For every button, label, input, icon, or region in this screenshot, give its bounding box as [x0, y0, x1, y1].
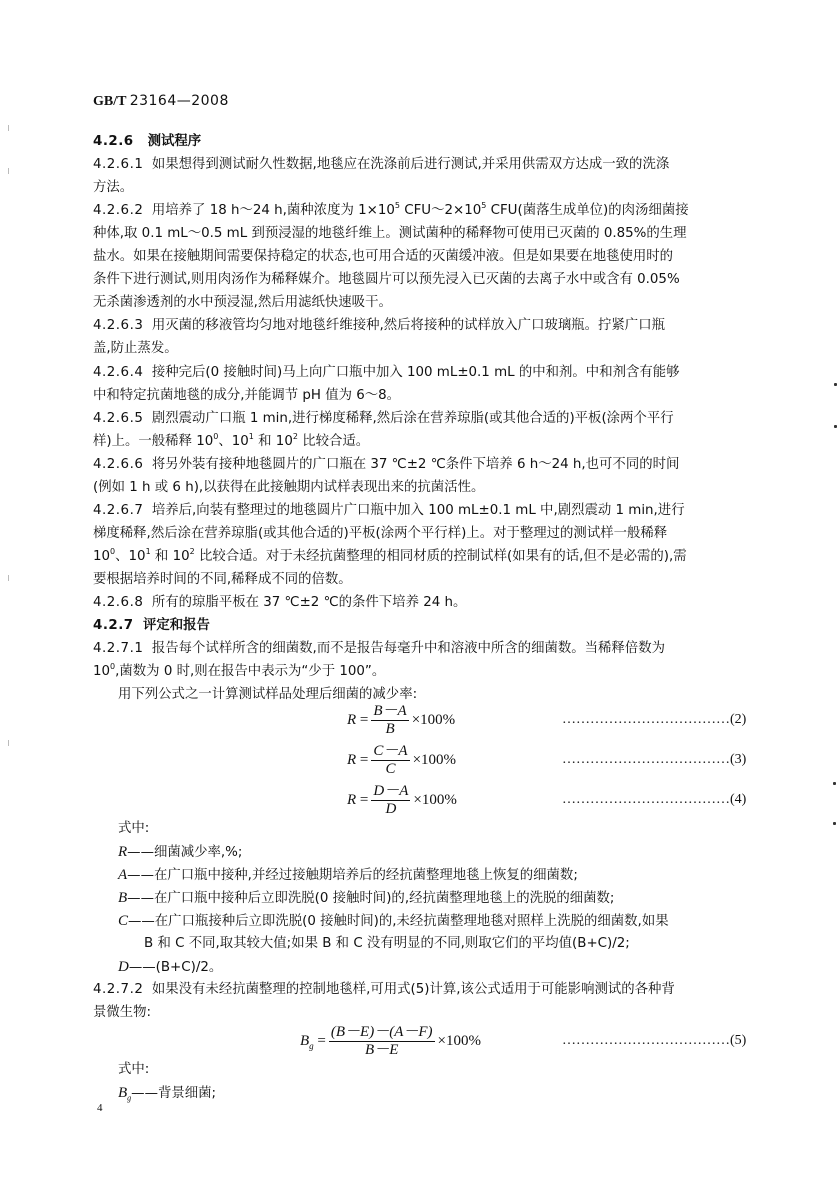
where-label-2: 式中: — [118, 1062, 150, 1077]
standard-header — [93, 93, 229, 110]
clause-4-2-6-2-line5: 无杀菌渗透剂的水中预浸湿,然后用滤纸快速吸干。 — [93, 295, 392, 310]
clause-4-2-7-1-cont: $10^0$,菌数为 0 时,则在报告中表示为“少于 100”。 — [93, 662, 386, 679]
definition-C: C——在广口瓶接种后立即洗脱(0 接触时间)的,未经抗菌整理地毯对照样上洗脱的细菌数,如果 — [118, 913, 669, 929]
section-heading-4-2-6: 4.2.6 测试程序 — [93, 134, 202, 149]
clause-4-2-6-4: 4.2.6.4 接种完后(0 接触时间)马上向广口瓶中加入 100 mL±0.1 mL 的中和剂。中和剂含有能够 — [93, 365, 680, 380]
definition-A: A——在广口瓶中接种,并经过接触期培养后的经抗菌整理地毯上恢复的细菌数; — [118, 867, 578, 883]
clause-4-2-6-2: 4.2.6.2 用培养了 18 h～24 h,菌种浓度为 $1\times 10^5$ $CFU\sim 2\times 10^5$ CFU(菌落生成单位)的肉汤细菌接 — [93, 201, 689, 218]
clause-4-2-6-5-cont: 样)上。一般稀释 $10^0$、$10^1$ 和 $10^2$ 比较合适。 — [93, 432, 370, 449]
clause-4-2-6-4-cont: 中和特定抗菌地毯的成分,并能调节 pH 值为 6～8。 — [93, 388, 401, 403]
formula-intro: 用下列公式之一计算测试样品处理后细菌的减少率: — [118, 687, 418, 702]
clause-4-2-6-1-cont: 方法。 — [93, 180, 134, 195]
clause-4-2-6-2-line3: 盐水。如果在接触期间需要保持稳定的状态,也可用合适的灭菌缓冲液。但是如果要在地毯使用时的 — [93, 249, 674, 264]
clause-4-2-6-5: 4.2.6.5 剧烈震动广口瓶 1 min,进行梯度稀释,然后涂在营养琼脂(或其他合适的)平板(涂两个平行 — [93, 411, 674, 426]
clause-4-2-6-2-line2: 种体,取 0.1 mL～0.5 mL 到预浸湿的地毯纤维上。测试菌种的稀释物可使用已灭菌的 0.85%的生理 — [93, 226, 687, 241]
definition-D: D——(B+C)/2。 — [118, 959, 223, 975]
clause-4-2-6-2-line4: 条件下进行测试,则用肉汤作为稀释媒介。地毯圆片可以预先浸入已灭菌的去离子水中或含有 0.05% — [93, 272, 680, 287]
clause-4-2-6-7: 4.2.6.7 培养后,向装有整理过的地毯圆片广口瓶中加入 100 mL±0.1 mL 中,剧烈震动 1 min,进行 — [93, 503, 685, 518]
clause-4-2-6-3-cont: 盖,防止蒸发。 — [93, 341, 178, 356]
standard-code: GB/T — [93, 94, 127, 109]
scan-speck — [833, 822, 836, 825]
clause-4-2-6-7-line4: 要根据培养时间的不同,稀释成不同的倍数。 — [93, 572, 352, 587]
clause-4-2-7-2-cont: 景微生物: — [93, 1005, 152, 1020]
clause-4-2-6-7-line3: $10^0$、$10^1$ 和 $10^2$ 比较合适。对于未经抗菌整理的相同材质的控制试样(如果有的话,但不是必需的),需 — [93, 547, 687, 564]
clause-4-2-7-1: 4.2.7.1 报告每个试样所含的细菌数,而不是报告每毫升中和溶液中所含的细菌数。当稀释倍数为 — [93, 641, 665, 656]
binding-mark — [8, 168, 9, 174]
formula-4: R = $\frac{D-A}{D}$ ×100% — [347, 783, 457, 817]
scan-speck — [834, 425, 837, 428]
section-heading-4-2-7: 4.2.7 评定和报告 — [93, 618, 210, 633]
page-number: 4 — [97, 1102, 103, 1114]
clause-4-2-7-2: 4.2.7.2 如果没有未经抗菌整理的控制地毯样,可用式(5)计算,该公式适用于可能影响测试的各种背 — [93, 982, 675, 997]
formula-3: R = $\frac{C-A}{C}$ ×100% — [347, 743, 457, 777]
clause-4-2-6-8: 4.2.6.8 所有的琼脂平板在 37 ℃±2 ℃的条件下培养 24 h。 — [93, 595, 467, 610]
equation-number-4: ………………………………(4) — [562, 792, 747, 807]
standard-number: 23164—2008 — [129, 93, 229, 109]
definition-R: R——细菌减少率,%; — [118, 844, 243, 860]
formula-5-lhs: $B_g$ — [300, 1032, 314, 1051]
equation-number-3: ………………………………(3) — [562, 752, 747, 767]
definition-Bg: $B_g——$背景细菌; — [118, 1085, 217, 1103]
clause-4-2-6-6-cont: (例如 1 h 或 6 h),以获得在此接触期内试样表现出来的抗菌活性。 — [93, 480, 485, 495]
clause-4-2-6-6: 4.2.6.6 将另外装有接种地毯圆片的广口瓶在 37 ℃±2 ℃条件下培养 6 h～24 h,也可不同的时间 — [93, 457, 680, 472]
clause-4-2-6-7-line2: 梯度稀释,然后涂在营养琼脂(或其他合适的)平板(涂两个平行样)上。对于整理过的测试样一般稀释 — [93, 526, 668, 541]
equation-number-5: ………………………………(5) — [562, 1033, 747, 1048]
definition-B: B——在广口瓶中接种后立即洗脱(0 接触时间)的,经抗菌整理地毯上的洗脱的细菌数; — [118, 890, 615, 906]
binding-mark — [8, 575, 9, 581]
scan-speck — [833, 782, 836, 785]
scan-speck — [834, 383, 837, 386]
definition-C-cont: B 和 C 不同,取其较大值;如果 B 和 C 没有明显的不同,则取它们的平均值(B+C)/2; — [144, 936, 630, 951]
binding-mark — [8, 740, 9, 746]
binding-mark — [8, 125, 9, 131]
clause-4-2-6-3: 4.2.6.3 用灭菌的移液管均匀地对地毯纤维接种,然后将接种的试样放入广口玻璃瓶。拧紧广口瓶 — [93, 318, 665, 333]
equation-number-2: ………………………………(2) — [562, 712, 747, 727]
where-label-1: 式中: — [118, 821, 150, 836]
clause-4-2-6-1: 4.2.6.1 如果想得到测试耐久性数据,地毯应在洗涤前后进行测试,并采用供需双方达成一致的洗涤 — [93, 157, 670, 172]
formula-5: $B_g$ = $\frac{(B-E)-(A-F)}{B-E}$ ×100% — [300, 1024, 481, 1058]
formula-2: R = $\frac{B-A}{B}$ ×100% — [347, 703, 456, 737]
